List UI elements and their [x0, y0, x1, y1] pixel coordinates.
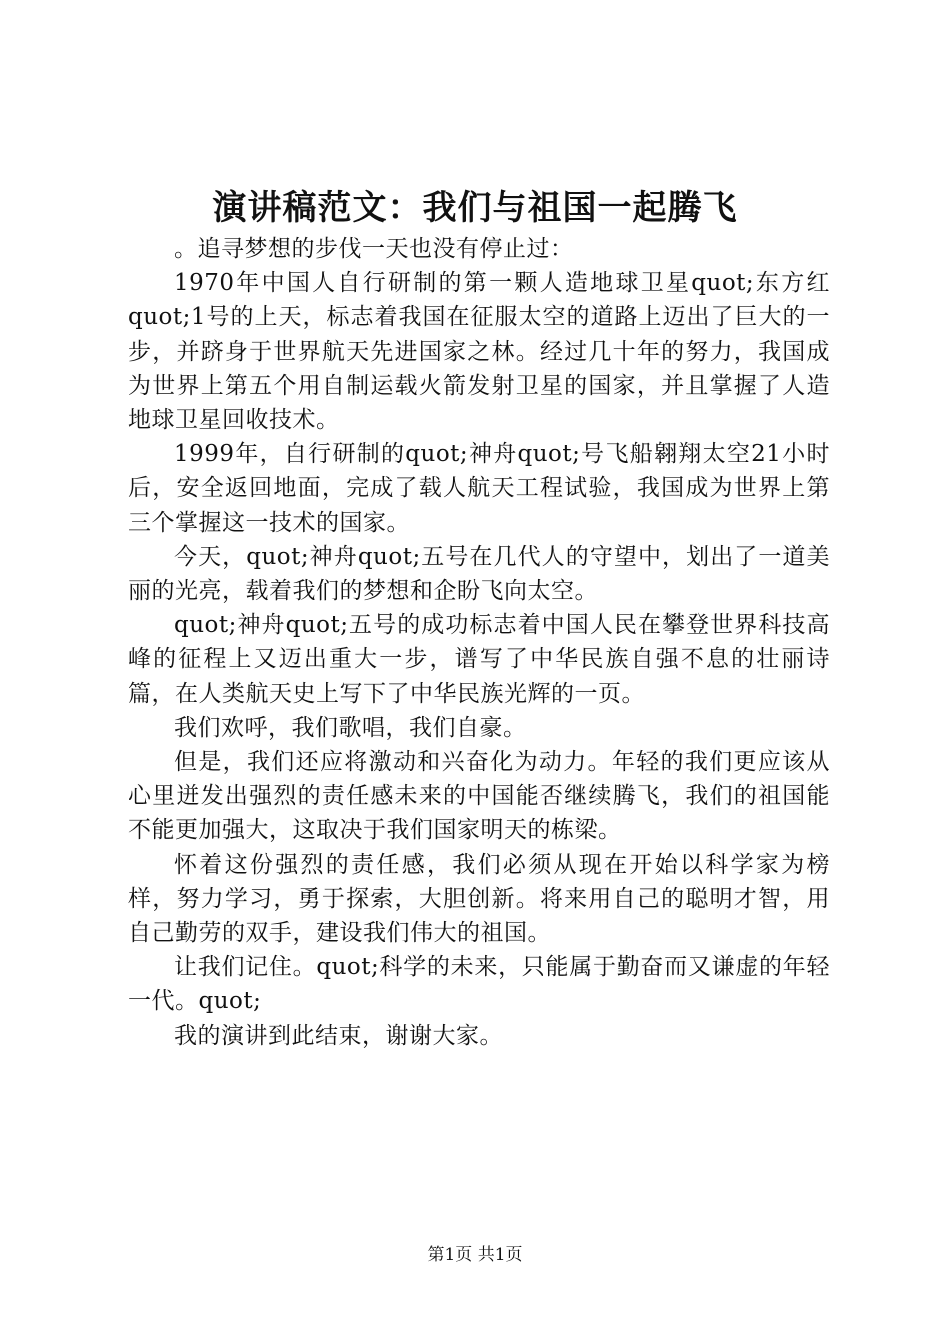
paragraph: 今天，quot;神舟quot;五号在几代人的守望中，划出了一道美丽的光亮，载着我们的梦想和企盼飞向太空。: [128, 543, 830, 605]
paragraph: quot;神舟quot;五号的成功标志着中国人民在攀登世界科技高峰的征程上又迈出重大一步，谱写了中华民族自强不息的壮丽诗篇，在人类航天史上写下了中华民族光辉的一页。: [128, 612, 830, 707]
paragraph: 1970年中国人自行研制的第一颗人造地球卫星quot;东方红quot;1号的上天，标志着我国在征服太空的道路上迈出了巨大的一步，并跻身于世界航天先进国家之林。经过几十年的努力，我国成为世界上第五个用自制运载火箭发射卫星的国家，并且掌握了人造地球卫星回收技术。: [128, 270, 830, 434]
paragraph: 1999年，自行研制的quot;神舟quot;号飞船翱翔太空21小时后，安全返回地面，完成了载人航天工程试验，我国成为世界上第三个掌握这一技术的国家。: [128, 441, 830, 536]
paragraph: 怀着这份强烈的责任感，我们必须从现在开始以科学家为榜样，努力学习，勇于探索，大胆创新。将来用自己的聪明才智，用自己勤劳的双手，建设我们伟大的祖国。: [128, 851, 830, 947]
paragraph: 但是，我们还应将激动和兴奋化为动力。年轻的我们更应该从心里迸发出强烈的责任感未来的中国能否继续腾飞，我们的祖国能不能更加强大，这取决于我们国家明天的栋梁。: [128, 749, 830, 844]
document-title: 演讲稿范文：我们与祖国一起腾飞: [212, 188, 738, 228]
paragraph: 我们欢呼，我们歌唱，我们自豪。: [174, 714, 527, 741]
document-body: [128, 232, 830, 1053]
paragraph: 我的演讲到此结束，谢谢大家。: [174, 1022, 503, 1049]
page-footer: 第1页 共1页: [427, 1245, 523, 1265]
paragraph: 。追寻梦想的步伐一天也没有停止过：: [174, 236, 574, 262]
paragraph: 让我们记住。quot;科学的未来，只能属于勤奋而又谦虚的年轻一代。quot;: [128, 954, 830, 1015]
